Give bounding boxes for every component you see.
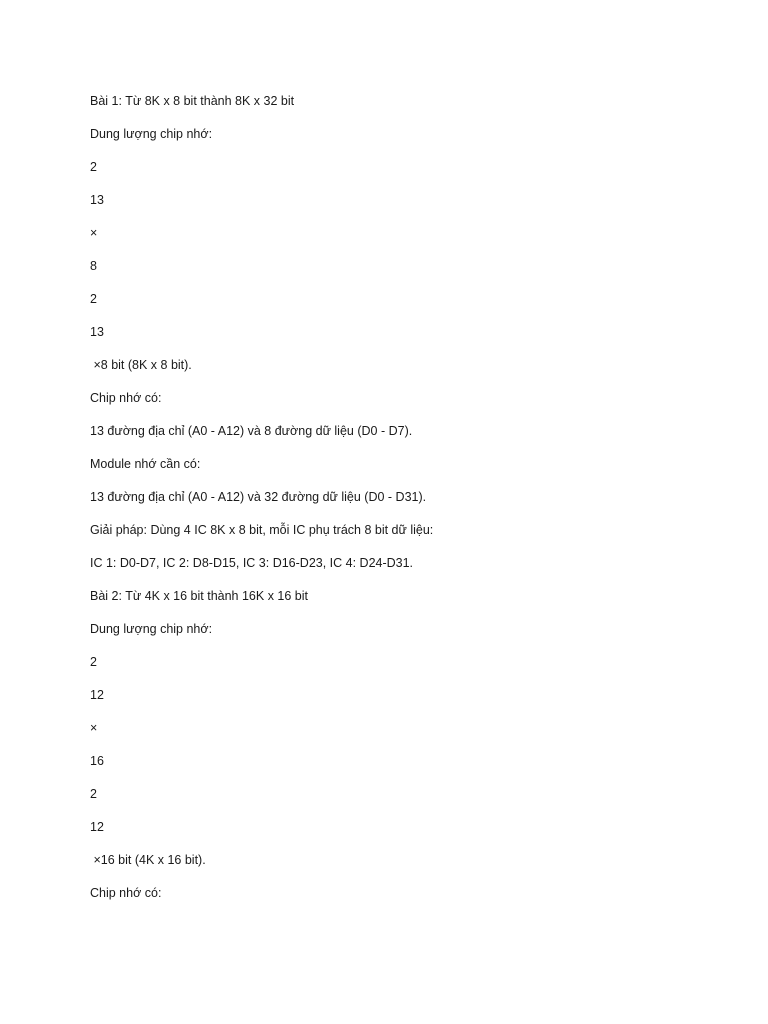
text-line: × (90, 226, 98, 240)
text-line: 2 (90, 787, 97, 801)
text-line: 2 (90, 292, 97, 306)
text-line: 2 (90, 160, 97, 174)
text-line: 13 đường địa chỉ (A0 - A12) và 8 đường dữ liệu (D0 - D7). (90, 424, 413, 438)
text-line: 12 (90, 820, 104, 834)
text-line: ×16 bit (4K x 16 bit). (90, 853, 206, 867)
text-line: Dung lượng chip nhớ: (90, 127, 213, 141)
text-line: Chip nhớ có: (90, 886, 162, 900)
text-line: × (90, 721, 98, 735)
text-line: 13 đường địa chỉ (A0 - A12) và 32 đường dữ liệu (D0 - D31). (90, 490, 427, 504)
text-line: 8 (90, 259, 97, 273)
text-line: IC 1: D0-D7, IC 2: D8-D15, IC 3: D16-D23, IC 4: D24-D31. (90, 556, 414, 570)
text-line: Chip nhớ có: (90, 391, 162, 405)
text-line: 16 (90, 754, 104, 768)
document-body (90, 92, 710, 917)
text-line: ×8 bit (8K x 8 bit). (90, 358, 192, 372)
text-line: Dung lượng chip nhớ: (90, 622, 213, 636)
text-line: 2 (90, 655, 97, 669)
text-line: 13 (90, 193, 104, 207)
text-line: 13 (90, 325, 104, 339)
text-line: Giải pháp: Dùng 4 IC 8K x 8 bit, mỗi IC phụ trách 8 bit dữ liệu: (90, 523, 434, 537)
heading-bai-1: Bài 1: Từ 8K x 8 bit thành 8K x 32 bit (90, 94, 295, 108)
text-line: Module nhớ cần có: (90, 457, 201, 471)
heading-bai-2: Bài 2: Từ 4K x 16 bit thành 16K x 16 bit (90, 589, 308, 603)
text-line: 12 (90, 688, 104, 702)
